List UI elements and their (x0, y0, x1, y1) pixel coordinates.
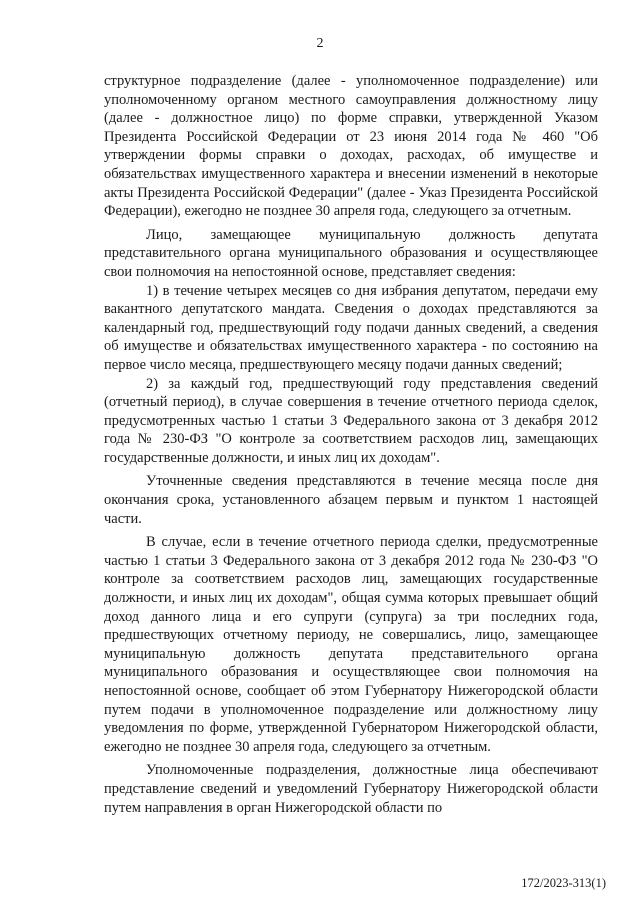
list-item: 2) за каждый год, предшествующий году представления сведений (отчетный период), в случае совершения в течение отчетного периода сделок, предусмотренных частью 1 статьи 3 Федерального закона от 3 декабря 2012 года № 230-ФЗ "О контроле за соответствием расходов лиц, замещающих государственные должности, и иных лиц их доходам". (104, 375, 598, 466)
paragraph: В случае, если в течение отчетного периода сделки, предусмотренные частью 1 статьи 3 Федерального закона от 3 декабря 2012 года № 230-ФЗ "О контроле за соответствием расходов лиц, замещающих государственные должности, и иных лиц их доходам", общая сумма которых превышает общий доход данного лица и его супруги (супруга) за три последних года, предшествующих отчетному периоду, не совершались, лицо, замещающее муниципальную должность депутата представительного органа муниципального образования и осуществляющее свои полномочия на непостоянной основе, сообщает об этом Губернатору Нижегородской области путем подачи в уполномоченное подразделение или должностному лицу уведомления по форме, утвержденной Губернатором Нижегородской области, ежегодно не позднее 30 апреля года, следующего за отчетным. (104, 534, 598, 755)
paragraph: Уполномоченные подразделения, должностные лица обеспечивают представление сведений и уведомлений Губернатору Нижегородской области путем направления в орган Нижегородской области по (104, 762, 598, 816)
paragraph: структурное подразделение (далее - уполномоченное подразделение) или уполномоченному органом местного самоуправления должностному лицу (далее - должностное лицо) по форме справки, утвержденной Указом Президента Российской Федерации от 23 июня 2014 года № 460 "Об утверждении формы справки о доходах, расходах, об имуществе и обязательствах имущественного характера и внесении изменений в некоторые акты Президента Российской Федерации" (далее - Указ Президента Российской Федерации), ежегодно не позднее 30 апреля года, следующего за отчетным. (104, 73, 598, 220)
page-number: 2 (316, 36, 324, 51)
list-item: 1) в течение четырех месяцев со дня избрания депутатом, передачи ему вакантного депутатского мандата. Сведения о доходах представляются за календарный год, предшествующий году подачи данных сведений, а сведения об имуществе и обязательствах имущественного характера - по состоянию на первое число месяца, предшествующего месяцу подачи данных сведений; (104, 282, 598, 373)
paragraph: Лицо, замещающее муниципальную должность депутата представительного органа муниципального образования и осуществляющее свои полномочия на непостоянной основе, представляет сведения: (104, 226, 598, 280)
document-code: 172/2023-313(1) (521, 876, 606, 890)
body-text (104, 72, 598, 817)
paragraph: Уточненные сведения представляются в течение месяца после дня окончания срока, установленного абзацем первым и пунктом 1 настоящей части. (104, 473, 598, 527)
